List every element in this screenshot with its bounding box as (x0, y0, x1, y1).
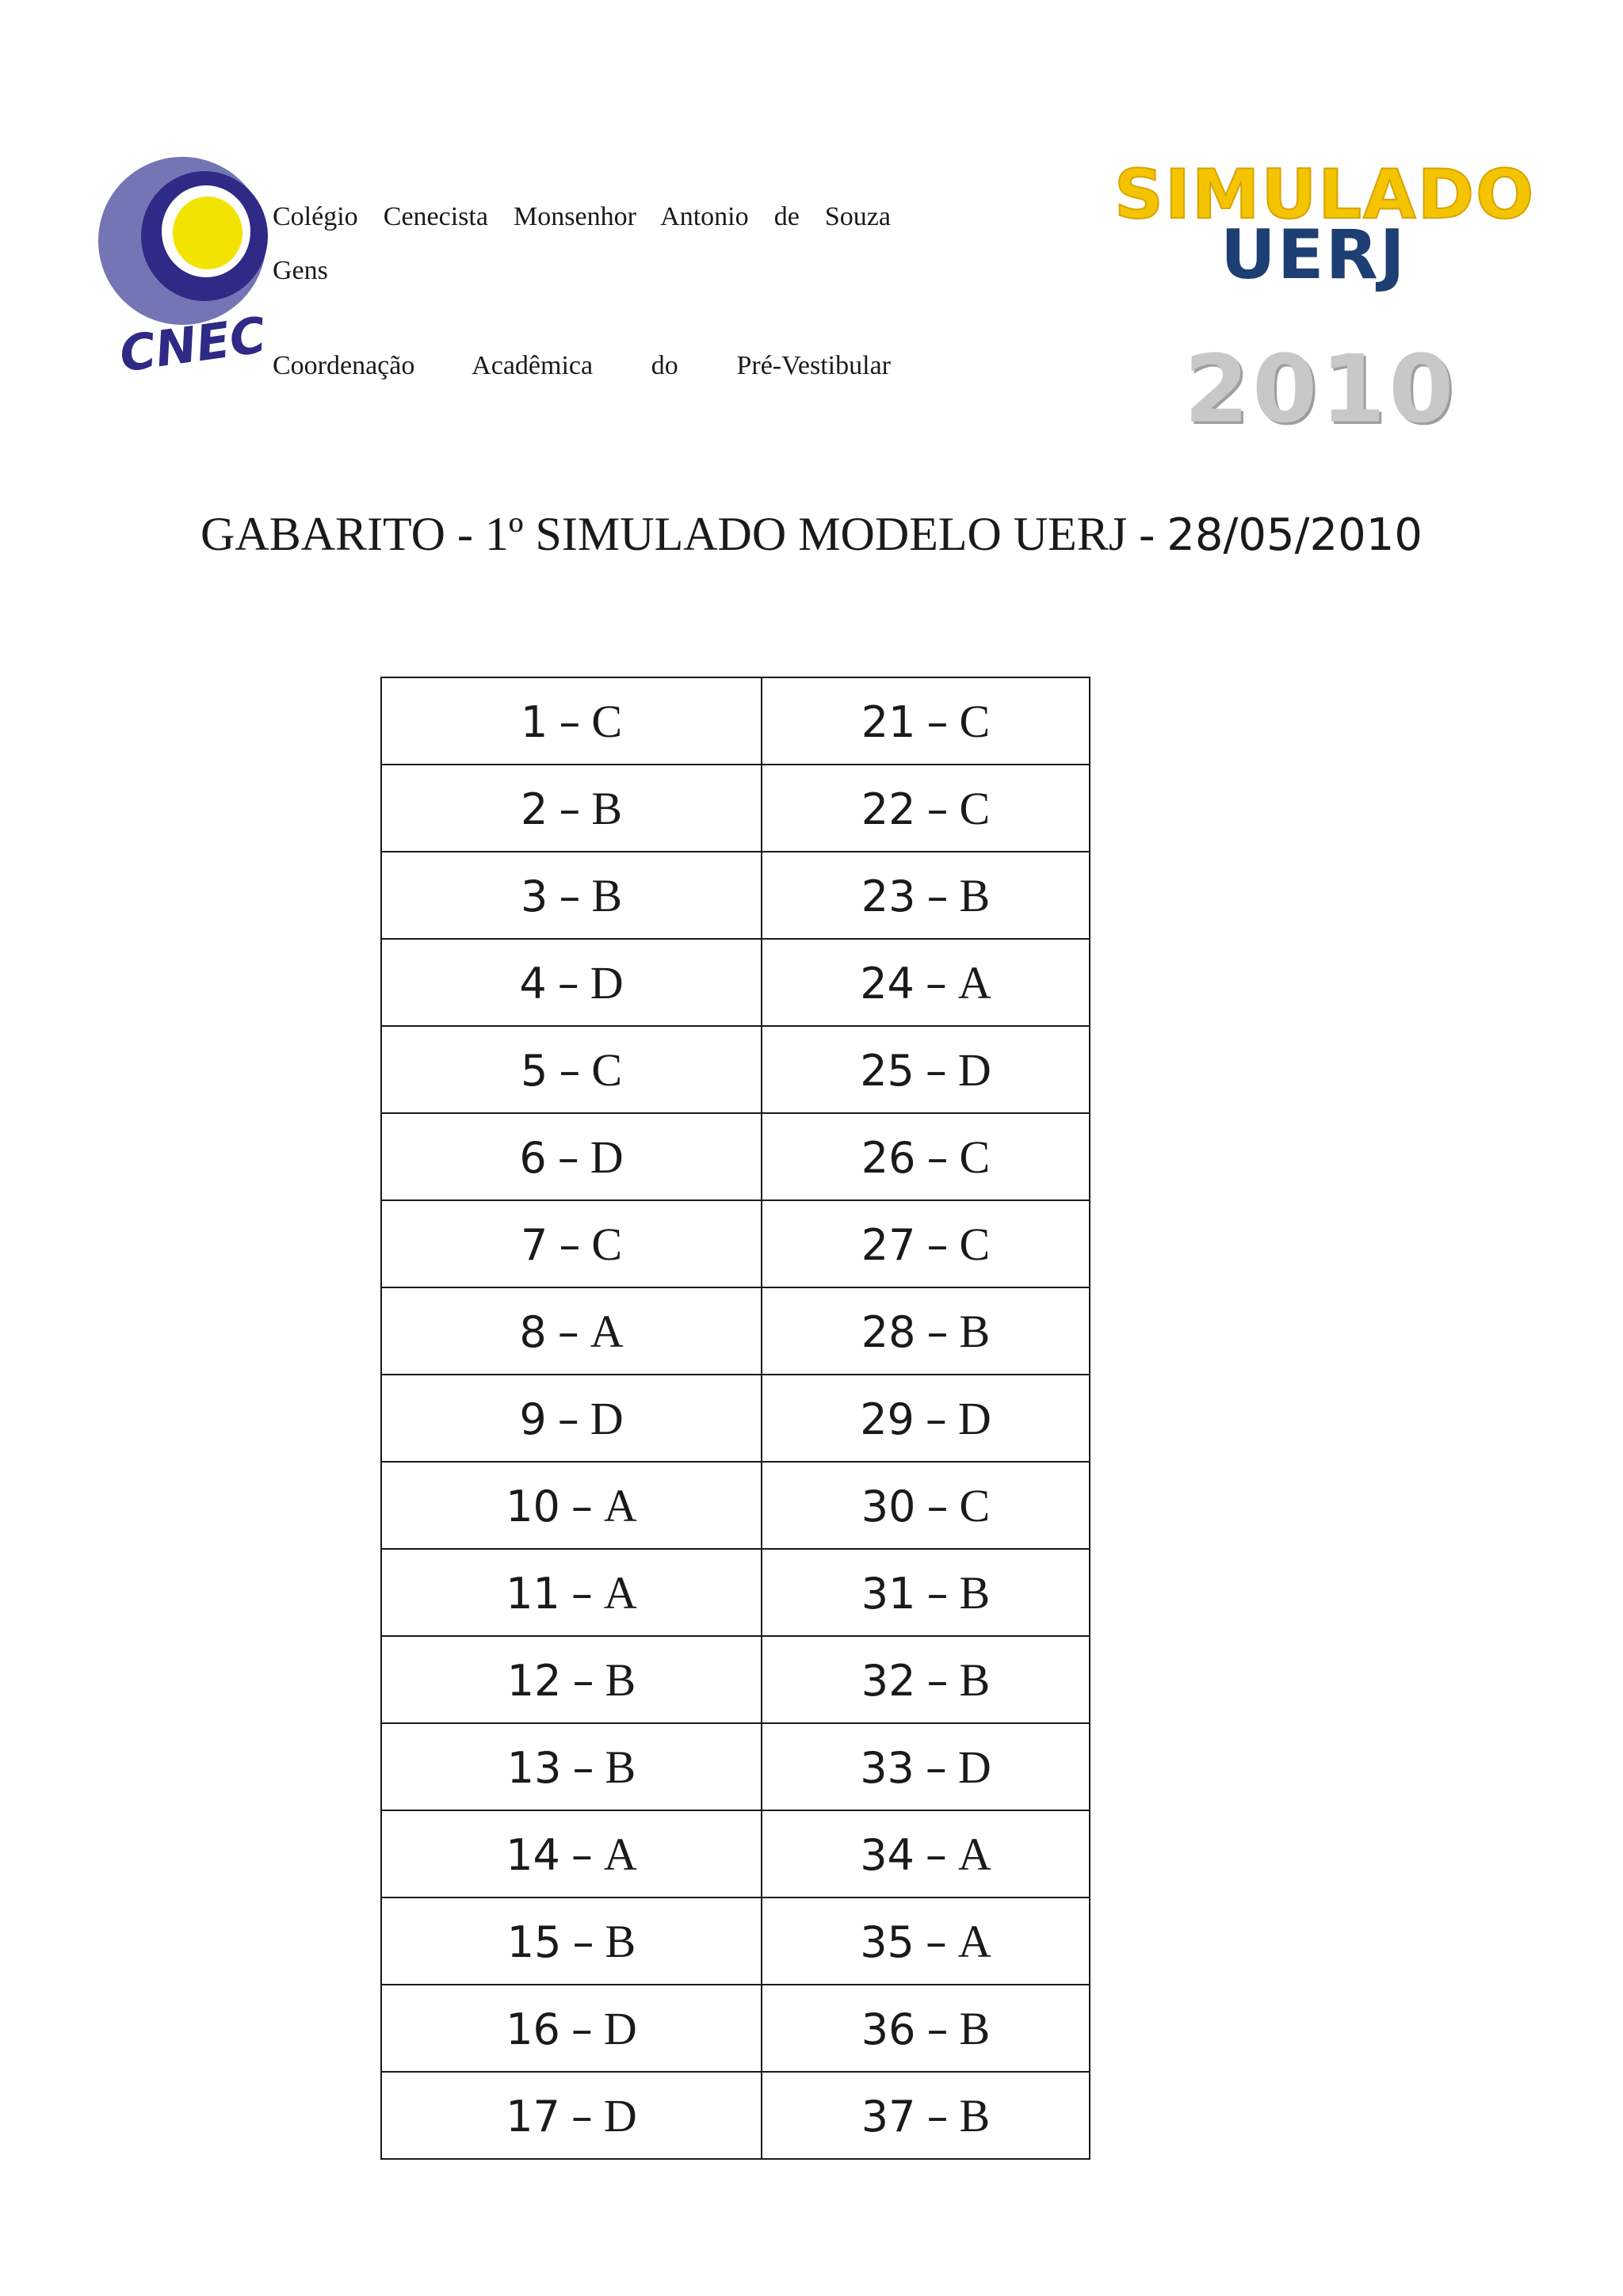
question-number: 25 (860, 1045, 915, 1096)
question-number: 30 (861, 1481, 916, 1531)
answer-dash: – (572, 1655, 594, 1706)
table-row (381, 765, 1090, 852)
answer-dash: – (926, 1655, 949, 1706)
answer-key-table (380, 677, 1090, 2160)
cnec-logo-icon (89, 147, 279, 385)
question-number: 23 (861, 871, 916, 921)
answer-letter: C (959, 1218, 991, 1270)
answer-cell (762, 1897, 1090, 1985)
table-row (381, 677, 1090, 765)
answer-cell (762, 677, 1090, 765)
question-number: 13 (506, 1742, 562, 1793)
answer-dash: – (926, 2091, 949, 2142)
answer-letter: A (603, 1828, 637, 1880)
answer-cell (381, 1723, 762, 1810)
question-number: 26 (861, 1132, 916, 1183)
question-number: 21 (861, 696, 916, 747)
answer-cell (762, 1810, 1090, 1897)
answer-cell (762, 1549, 1090, 1636)
answer-cell (381, 1200, 762, 1287)
question-number: 37 (861, 2091, 916, 2142)
answer-cell (762, 1462, 1090, 1549)
answer-cell (381, 1636, 762, 1723)
page-title (0, 507, 1623, 562)
answer-dash: – (926, 1568, 949, 1619)
answer-letter: D (590, 1392, 624, 1444)
question-number: 12 (506, 1655, 562, 1706)
simulado-uerj-brand (1102, 155, 1545, 448)
answer-dash: – (557, 1132, 579, 1183)
answer-dash: – (926, 1219, 949, 1270)
question-number: 6 (519, 1132, 547, 1183)
answer-letter: D (590, 956, 624, 1009)
answer-cell (762, 1287, 1090, 1375)
answer-letter: B (959, 869, 991, 921)
answer-letter: C (959, 695, 991, 747)
answer-cell (381, 1462, 762, 1549)
question-number: 1 (520, 696, 548, 747)
answer-dash: – (557, 1394, 579, 1444)
table-row (381, 1549, 1090, 1636)
answer-dash: – (571, 1568, 593, 1619)
question-number: 31 (861, 1568, 916, 1619)
question-number: 35 (860, 1917, 915, 1967)
answer-letter: B (605, 1653, 636, 1706)
question-number: 7 (520, 1219, 548, 1270)
answer-cell (381, 1549, 762, 1636)
answer-letter: C (959, 1479, 991, 1531)
answer-letter: C (591, 695, 623, 747)
school-name-line2: Gens (273, 256, 328, 285)
title-prefix: GABARITO - 1º SIMULADO MODELO UERJ - (200, 508, 1167, 560)
answer-dash: – (557, 958, 579, 1009)
question-number: 8 (519, 1306, 547, 1357)
answer-cell (762, 1200, 1090, 1287)
answer-cell (381, 1026, 762, 1113)
answer-dash: – (926, 2004, 949, 2054)
table-row (381, 2072, 1090, 2159)
answer-cell (381, 677, 762, 765)
answer-letter: A (590, 1305, 624, 1357)
school-header (273, 190, 891, 385)
answer-letter: B (959, 1566, 991, 1619)
question-number: 24 (860, 958, 915, 1009)
answer-dash: – (557, 1306, 579, 1357)
answer-dash: – (559, 1045, 581, 1096)
question-number: 10 (506, 1481, 560, 1531)
answer-cell (762, 1375, 1090, 1462)
answer-cell (381, 1985, 762, 2072)
answer-letter: D (957, 1392, 991, 1444)
logo-text: CNEC (116, 305, 269, 383)
question-number: 33 (860, 1742, 915, 1793)
answer-letter: A (957, 956, 991, 1009)
answer-cell (381, 1897, 762, 1985)
question-number: 14 (506, 1829, 560, 1880)
answer-letter: D (590, 1131, 624, 1183)
answer-letter: B (605, 1741, 636, 1793)
answer-dash: – (925, 1829, 947, 1880)
answer-letter: D (957, 1741, 991, 1793)
answer-cell (762, 852, 1090, 939)
answer-letter: B (959, 1653, 991, 1706)
question-number: 17 (506, 2091, 560, 2142)
answer-dash: – (926, 1306, 949, 1357)
answer-cell (762, 2072, 1090, 2159)
answer-cell (381, 1375, 762, 1462)
question-number: 32 (861, 1655, 916, 1706)
answer-cell (381, 1810, 762, 1897)
answer-letter: A (603, 1479, 637, 1531)
question-number: 11 (506, 1568, 560, 1619)
answer-letter: B (591, 782, 623, 834)
answer-letter: A (957, 1828, 991, 1880)
answer-letter: A (957, 1915, 991, 1967)
answer-dash: – (559, 871, 581, 921)
answer-dash: – (926, 1132, 949, 1183)
answer-letter: B (591, 869, 623, 921)
answer-dash: – (571, 2091, 593, 2142)
answer-dash: – (559, 696, 581, 747)
question-number: 16 (506, 2004, 560, 2054)
answer-cell (381, 939, 762, 1026)
answer-dash: – (559, 784, 581, 834)
answer-dash: – (926, 1481, 949, 1531)
answer-dash: – (926, 871, 949, 921)
answer-cell (762, 939, 1090, 1026)
answer-letter: C (591, 1218, 623, 1270)
answer-cell (762, 1026, 1090, 1113)
answer-cell (381, 1113, 762, 1200)
question-number: 15 (506, 1917, 562, 1967)
answer-letter: C (959, 782, 991, 834)
answer-cell (381, 765, 762, 852)
coordination-line: Coordenação Acadêmica do Pré-Vestibular (273, 351, 891, 380)
question-number: 36 (861, 2004, 916, 2054)
table-row (381, 1026, 1090, 1113)
answer-cell (762, 1723, 1090, 1810)
answer-letter: D (603, 2002, 637, 2054)
table-row (381, 1723, 1090, 1810)
answer-dash: – (926, 784, 949, 834)
answer-letter: C (591, 1043, 623, 1096)
question-number: 34 (860, 1829, 915, 1880)
answer-letter: B (605, 1915, 636, 1967)
answer-dash: – (571, 1481, 593, 1531)
title-date: 28/05/2010 (1167, 509, 1423, 561)
answer-dash: – (559, 1219, 581, 1270)
answer-cell (381, 2072, 762, 2159)
answer-dash: – (925, 1917, 947, 1967)
question-number: 29 (860, 1394, 915, 1444)
brand-simulado: SIMULADO (1114, 155, 1536, 235)
answer-letter: B (959, 2089, 991, 2142)
answer-dash: – (572, 1742, 594, 1793)
answer-dash: – (572, 1917, 594, 1967)
table-row (381, 1200, 1090, 1287)
table-row (381, 1810, 1090, 1897)
answer-dash: – (925, 1045, 947, 1096)
answer-dash: – (571, 1829, 593, 1880)
question-number: 27 (861, 1219, 916, 1270)
answer-cell (762, 765, 1090, 852)
table-row (381, 1462, 1090, 1549)
table-row (381, 1375, 1090, 1462)
answer-dash: – (925, 1742, 947, 1793)
table-row (381, 1985, 1090, 2072)
table-row (381, 1287, 1090, 1375)
answer-dash: – (926, 696, 949, 747)
answer-cell (762, 1636, 1090, 1723)
answer-dash: – (571, 2004, 593, 2054)
answer-cell (762, 1985, 1090, 2072)
brand-uerj: UERJ (1220, 215, 1407, 295)
brand-year: 2010 (1184, 334, 1457, 444)
table-row (381, 1636, 1090, 1723)
question-number: 2 (520, 784, 548, 834)
answer-dash: – (925, 1394, 947, 1444)
question-number: 9 (519, 1394, 547, 1444)
answer-cell (381, 1287, 762, 1375)
answer-letter: D (957, 1043, 991, 1096)
table-row (381, 939, 1090, 1026)
question-number: 3 (520, 871, 548, 921)
table-row (381, 852, 1090, 939)
question-number: 22 (861, 784, 916, 834)
answer-letter: C (959, 1131, 991, 1183)
question-number: 28 (861, 1306, 916, 1357)
table-row (381, 1897, 1090, 1985)
question-number: 4 (519, 958, 547, 1009)
table-row (381, 1113, 1090, 1200)
answer-cell (762, 1113, 1090, 1200)
school-name-line1: Colégio Cenecista Monsenhor Antonio de Souza (273, 202, 891, 231)
answer-cell (381, 852, 762, 939)
question-number: 5 (520, 1045, 548, 1096)
answer-dash: – (925, 958, 947, 1009)
answer-letter: B (959, 2002, 991, 2054)
answer-letter: A (603, 1566, 637, 1619)
answer-letter: B (959, 1305, 991, 1357)
answer-letter: D (603, 2089, 637, 2142)
